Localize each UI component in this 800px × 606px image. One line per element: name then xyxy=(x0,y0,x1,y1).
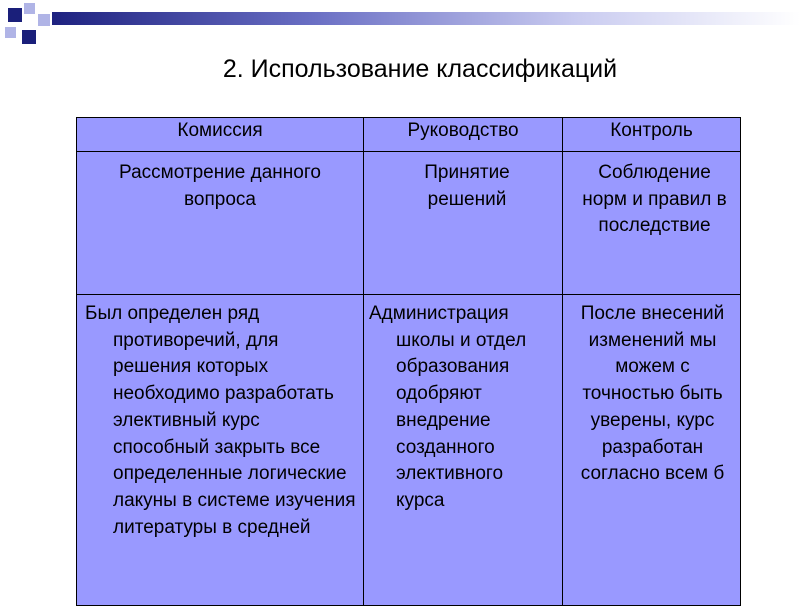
header-commission: Комиссия xyxy=(177,120,263,141)
cell-text: Принятие решений xyxy=(424,162,510,210)
table-cell xyxy=(563,295,741,606)
table-cell xyxy=(563,152,741,295)
table-header-row xyxy=(77,118,741,152)
classification-table xyxy=(76,117,741,606)
decor-square xyxy=(22,30,36,44)
slide-title: 2. Использование классификаций xyxy=(222,55,618,83)
table-cell xyxy=(364,152,563,295)
decor-square xyxy=(24,3,35,14)
decor-square xyxy=(5,27,16,38)
cell-text: После внесений изменений мы можем с точностью быть уверены, курс разработан согласно всем б xyxy=(580,303,725,485)
decor-square xyxy=(8,8,22,22)
table-header-cell xyxy=(563,118,741,152)
decor-square xyxy=(38,14,50,26)
cell-text: Был определен ряд противоречий, для решения которых необходимо разработать элективный курс способный закрыть все определенные логические лакуны в системе изучения литературы в средней xyxy=(85,303,356,538)
table-row xyxy=(77,295,741,606)
header-management: Руководство xyxy=(407,120,519,141)
cell-text: Соблюдение норм и правил в последствие xyxy=(582,162,727,237)
cell-text: Администрация школы и отдел образования одобряют внедрение созданного элективного курса xyxy=(369,303,527,511)
table-cell xyxy=(77,295,364,606)
table-cell xyxy=(77,152,364,295)
table-cell xyxy=(364,295,563,606)
header-gradient-bar xyxy=(52,12,800,25)
cell-text: Рассмотрение данного вопроса xyxy=(119,162,321,210)
table-row xyxy=(77,152,741,295)
header-control: Контроль xyxy=(610,120,693,141)
table-header-cell xyxy=(77,118,364,152)
table-header-cell xyxy=(364,118,563,152)
